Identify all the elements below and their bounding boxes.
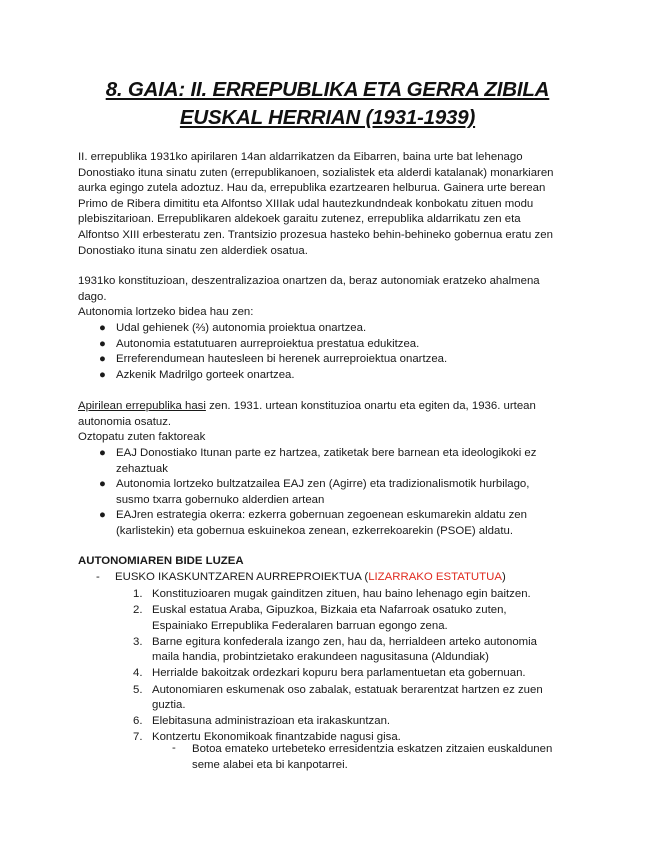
red-highlight: LIZARRAKO ESTATUTUA: [368, 571, 502, 583]
list-item: 1. Konstituzioaren mugak gainditzen zituen, hau baino lehenago egin baitzen.: [133, 588, 531, 600]
autonomy-steps-list: [78, 321, 578, 383]
title-line-1: 8. GAIA: II. ERREPUBLIKA ETA GERRA ZIBILA: [105, 78, 550, 101]
numbered-list: [133, 587, 573, 746]
april-line-2: autonomia osatuz.: [78, 415, 172, 428]
title-line-2: EUSKAL HERRIAN (1931-1939): [179, 106, 476, 129]
sub-dash-marker: -: [172, 742, 176, 754]
intro-line: Donostiako ituna sinatu zen alderdiek osatua.: [78, 244, 308, 257]
list-item: ● EAJ Donostiako Itunan parte ez hartzea, zatiketak bere barnean eta ideologikoki ez zehaztuak: [99, 447, 537, 475]
april-line-1: Apirilean errepublika hasi zen. 1931. urtean konstituzioa onartu eta egiten da, 1936. urtean: [78, 400, 536, 412]
list-item: 2. Euskal estatua Araba, Gipuzkoa, Bizkaia eta Nafarroak osatuko zuten, Espainiako Errepublika Federalaren barruan egongo zena.: [133, 604, 507, 632]
april-paragraph: [78, 399, 578, 446]
constitution-line-2: dago.: [78, 290, 107, 303]
list-item: ● Autonomia lortzeko bultzatzailea EAJ zen (Agirre) eta tradizionalismotik hurbilago, susmo txarra gobernuko alderdien artean: [99, 478, 530, 506]
sub-item-text: Botoa emateko urtebeteko erresidentzia eskatzen zitzaien euskaldunen seme alabei eta bi kanpotarrei.: [192, 743, 553, 771]
intro-line: Donostiako ituna sinatu zuten (errepublikanoen, sozialistek eta alderdi katalanak) monarkiaren: [78, 166, 554, 179]
underlined-phrase: Apirilean errepublika hasi: [78, 400, 206, 412]
section-item-title: EUSKO IKASKUNTZAREN AURREPROIEKTUA (LIZARRAKO ESTATUTUA): [115, 571, 506, 583]
constitution-line-3: Autonomia lortzeko bidea hau zen:: [78, 306, 254, 319]
intro-paragraph: [78, 150, 578, 259]
intro-line: aurka egingo zutela adoztuz. Hau da, errepublika ezartzearen helburua. Gainera urte berean: [78, 182, 546, 195]
list-item: 5. Autonomiaren eskumenak oso zabalak, estatuak berarentzat hartzen ez zuen guztia.: [133, 683, 543, 712]
intro-line: Alfontso XIII erbesteratu zen. Trantsizio prozesua hasteko behin-behineko gobernua eratu zen: [78, 228, 553, 241]
intro-line: Primo de Ribera dimititu eta Alfontso XIIIak udal hautezkundndeak konbokatu zituen modu: [78, 197, 534, 210]
list-item: ● Erreferendumean hautesleen bi herenek aurreproiektua onartzea.: [99, 353, 448, 366]
section-heading: AUTONOMIAREN BIDE LUZEA: [78, 555, 244, 567]
april-line-3: Oztopatu zuten faktoreak: [78, 431, 206, 444]
obstacles-list: [78, 446, 578, 540]
list-item: 7. Kontzertu Ekonomikoak finantzabide nagusi gisa.: [133, 731, 401, 744]
list-item: ● Autonomia estatutuaren aurreproiektua prestatua edukitzea.: [99, 337, 420, 350]
intro-line: plebiszitarioan. Errepublikaren aldekoek garaitu zutenez, errepublika aldarrikatu zen eta: [78, 213, 521, 226]
constitution-line-1: 1931ko konstituzioan, deszentralizazioa onartzen da, beraz autonomiak eratzeko ahalmena: [78, 275, 540, 287]
intro-line: II. errepublika 1931ko apirilaren 14an aldarrikatzen da Eibarren, baina urte bat lehenago: [78, 151, 523, 163]
list-item: ● Azkenik Madrilgo gorteek onartzea.: [99, 368, 295, 381]
dash-marker: -: [96, 571, 100, 583]
list-item: 3. Barne egitura konfederala izango zen, hau da, herrialdeen arteko autonomia maila handia, probintzietako erakundeen nagusitasuna (Aldundiak): [133, 635, 538, 664]
constitution-paragraph: [78, 274, 578, 321]
list-item: 4. Herrialde bakoitzak ordezkari kopuru bera parlamentuetan eta gobernuan.: [133, 667, 526, 680]
list-item: ● Udal gehienek (⅔) autonomia proiektua onartzea.: [99, 322, 367, 334]
list-item: 6. Elebitasuna administrazioan eta irakaskuntzan.: [133, 715, 391, 728]
list-item: ● EAJren estrategia okerra: ezkerra gobernuan zegoenean eskumarekin aldatu zen (karlistekin) eta gobernua eskuinekoa zenean, ezkerrekoarekin (PSOE) aldatu.: [99, 509, 527, 537]
